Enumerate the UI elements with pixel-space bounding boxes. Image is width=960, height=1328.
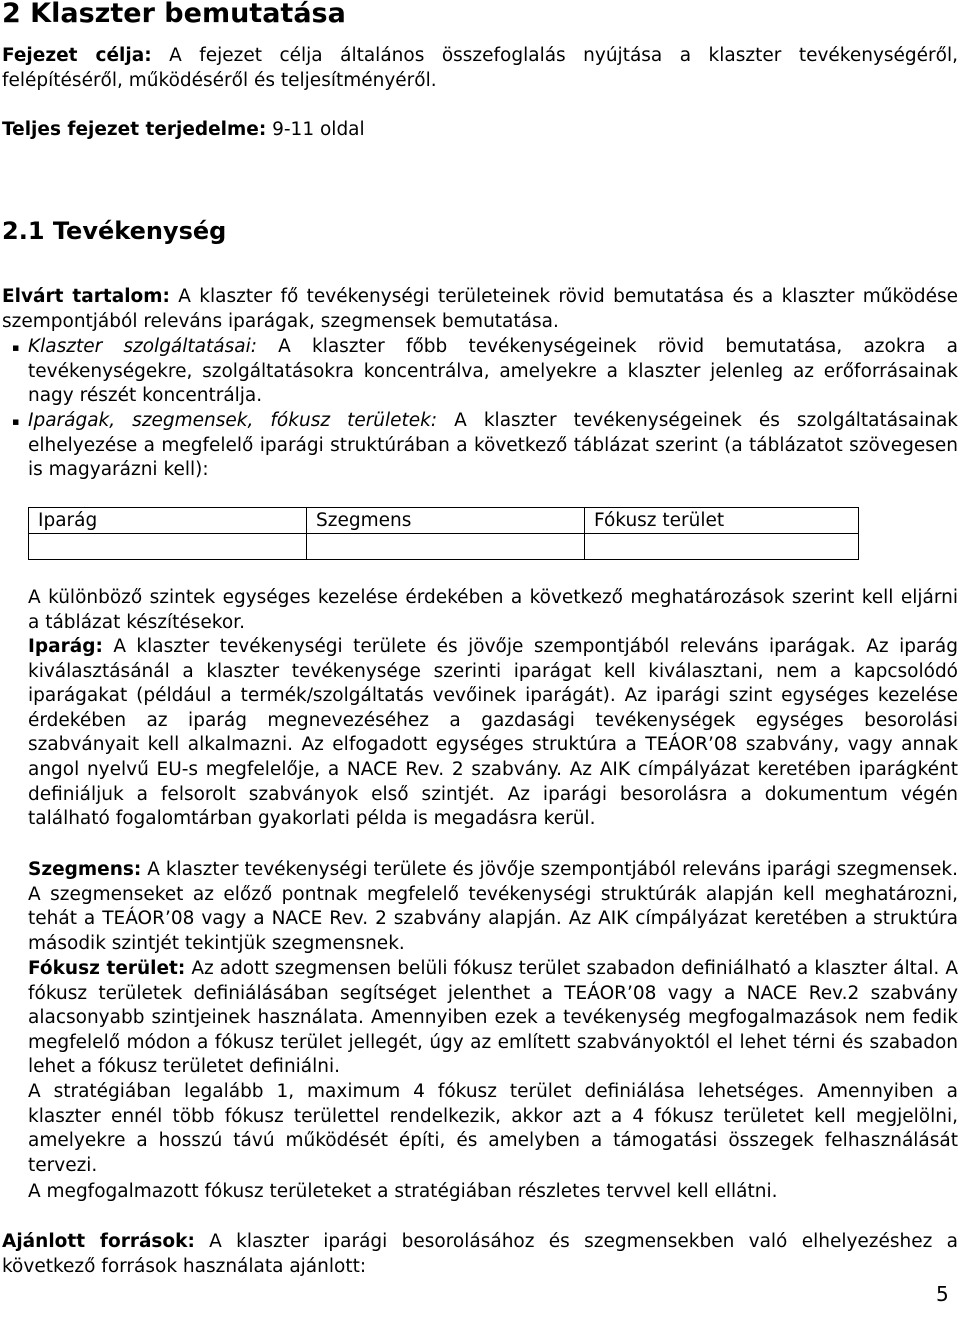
- chapter-length-paragraph: [2, 118, 958, 143]
- bullet-marker: ▪: [12, 415, 20, 428]
- bullet-services-label: Klaszter szolgáltatásai:: [28, 336, 257, 357]
- szegmens-definition: [28, 858, 958, 956]
- chapter-length-label: Teljes fejezet terjedelme:: [2, 119, 267, 140]
- fokusz-definition: [28, 957, 958, 1080]
- table-header-row: [29, 508, 859, 534]
- bullet-services-text: A klaszter főbb tevékenységeinek rövid bemutatása, azokra a tevékenységekre, szolgáltatásokra koncentrálva, amelyekre a klaszter jelenleg az erőforrásainak nagy részét koncentrálja.: [28, 336, 958, 407]
- industry-table: [28, 507, 859, 560]
- fokusz-text: Az adott szegmensen belüli fókusz terület szabadon definiálható a klaszter által. A fókusz területek definiálásában segítséget jelenthet a TEÁOR’08 vagy a NACE Rev.2 szabvány alacsonyabb szintjeinek használata. Amennyiben ezek a tevékenység megfogalmazások nem fedik megfelelő módon a fókusz terület jellegét, úgy az említett szabványoktól el lehet térni és szabadon lehet a fókusz területet definiálni.: [28, 958, 958, 1078]
- page-number: 5: [936, 1282, 949, 1306]
- iparag-label: Iparág:: [28, 636, 103, 657]
- expected-content-text: A klaszter fő tevékenységi területeinek rövid bemutatása és a klaszter működése szempontjából releváns iparágak, szegmensek bemutatása.: [2, 286, 959, 332]
- table-header-cell: Iparág: [29, 508, 307, 534]
- table-cell: [307, 534, 585, 560]
- bullet-industries-label: Iparágak, szegmensek, fókusz területek:: [28, 410, 438, 431]
- table-cell: [585, 534, 859, 560]
- expected-content-paragraph: [2, 285, 958, 334]
- definitions-intro: A különböző szintek egységes kezelése érdekében a következő meghatározások szerint kell eljárni a táblázat készítésekor.: [28, 587, 958, 633]
- bullet-industries-text: A klaszter tevékenységeinek és szolgáltatásainak elhelyezése a megfelelő iparági struktúrában a következő táblázat szerint (a táblázatot szövegesen is magyarázni kell):: [28, 410, 959, 481]
- iparag-text: A klaszter tevékenységi területe és jövője szempontjából releváns iparágak. Az iparág kiválasztásánál a klaszter tevékenysége szerinti iparágat kell kiválasztani, nem a kapcsolódó iparágakat (például a termék/szolgáltatás vevőinek iparágát). Az iparági szint egységes kezelése érdekében az iparág megnevezéséhez a gazdasági tevékenységek egységes besorolási szabványait kell alkalmazni. Az elfogadott egységes struktúra a TEÁOR’08 szabvány, vagy annak angol nyelvű EU-s megfelelője, a NACE Rev. 2 szabvány. Az AIK címpályázat keretében iparágként definiáljuk a felsorolt szabványok első szintjét. Az iparági besorolásra a dokumentum végén található fogalomtárban gyakorlati példa is megadásra kerül.: [28, 636, 958, 830]
- table-header-cell: Szegmens: [307, 508, 585, 534]
- chapter-goal-text: A fejezet célja általános összefoglalás nyújtása a klaszter tevékenységéről, felépítéséről, működéséről és teljesítményéről.: [2, 45, 958, 91]
- recommended-sources-text: A klaszter iparági besorolásához és szegmensekben való elhelyezéshez a következő források használata ajánlott:: [2, 1231, 958, 1277]
- bullet-services: [28, 335, 958, 409]
- chapter-goal-label: Fejezet célja:: [2, 45, 152, 66]
- chapter-heading: 2 Klaszter bemutatása: [2, 0, 346, 29]
- table-row: [29, 534, 859, 560]
- table-cell: [29, 534, 307, 560]
- chapter-goal-paragraph: [2, 44, 958, 93]
- bullet-marker: ▪: [12, 341, 20, 354]
- section-heading: 2.1 Tevékenység: [2, 217, 227, 245]
- strategy-paragraph: A stratégiában legalább 1, maximum 4 fókusz terület definiálása lehetséges. Amennyiben a klaszter ennél több fókusz területtel rendelkezik, akkor azt a 4 fókusz területet kell megjelölni, amelyekre a hosszú távú működését építi, és amelyben a támogatási összegek felhasználását tervezi.: [28, 1081, 958, 1176]
- szegmens-text: A klaszter tevékenységi területe és jövője szempontjából releváns iparági szegmensek. A szegmenseket az előző pontnak megfelelő tevékenységi struktúrák alapján kell meghatározni, tehát a TEÁOR’08 vagy a NACE Rev. 2 szabvány alapján. Az AIK címpályázat keretében a struktúra második szintjét tekintjük szegmensnek.: [28, 859, 958, 954]
- chapter-length-text: 9-11 oldal: [266, 119, 365, 140]
- fokusz-label: Fókusz terület:: [28, 958, 186, 979]
- table-header-cell: Fókusz terület: [585, 508, 859, 534]
- bullet-industries: [28, 409, 958, 483]
- detail-paragraph: A megfogalmazott fókusz területeket a stratégiában részletes tervvel kell ellátni.: [28, 1181, 778, 1202]
- szegmens-label: Szegmens:: [28, 859, 142, 880]
- recommended-sources-label: Ajánlott források:: [2, 1231, 195, 1252]
- recommended-sources-paragraph: [2, 1230, 958, 1279]
- expected-content-label: Elvárt tartalom:: [2, 286, 170, 307]
- iparag-definition: [28, 635, 958, 832]
